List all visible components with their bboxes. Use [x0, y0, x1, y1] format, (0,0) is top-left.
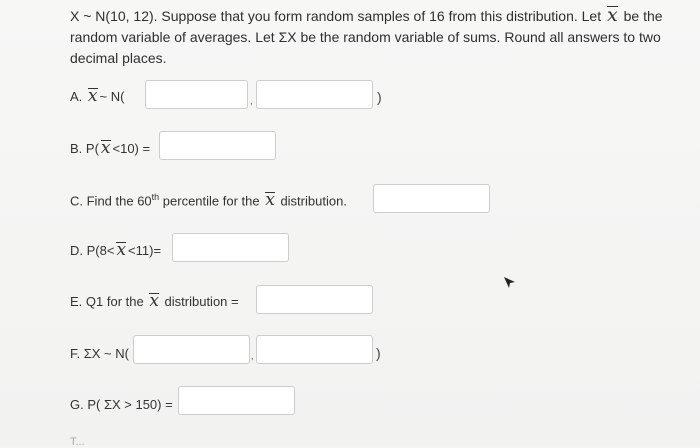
xbar-symbol: x [607, 4, 618, 26]
answer-e-input[interactable] [256, 285, 373, 314]
mouse-pointer-icon [503, 276, 517, 290]
answer-f-sd-input[interactable] [256, 335, 373, 364]
question-e-label: E. Q1 for the x distribution = [70, 291, 239, 311]
comma-separator: , [250, 96, 253, 107]
answer-b-input[interactable] [159, 131, 276, 160]
xbar-symbol: x [116, 240, 127, 260]
question-f-label: F. ΣX ~ N( [70, 346, 129, 361]
footer-text: T... [70, 436, 85, 448]
question-a-label: A. x ~ N( [70, 86, 125, 106]
answer-a-mean-input[interactable] [145, 80, 248, 109]
xbar-symbol: x [100, 138, 111, 158]
question-b-label: B. P( x <10) = [70, 138, 151, 158]
xbar-symbol: x [87, 86, 98, 106]
question-c-label: C. Find the 60th percentile for the x distribution. [70, 190, 347, 211]
xbar-symbol: x [149, 291, 159, 311]
answer-d-input[interactable] [172, 233, 289, 262]
intro-text-1: X ~ N(10, 12). Suppose that you form random samples of 16 from this distribution. Let [70, 8, 605, 24]
problem-statement [70, 6, 670, 69]
question-d-label: D. P(8< x <11)= [70, 240, 162, 260]
close-paren: ) [377, 89, 382, 105]
intro-text-2: be the random variable of averages. Let ΣX be the random variable of sums. Round all answers to two decimal places. [70, 8, 663, 66]
comma-separator: , [251, 351, 254, 362]
close-paren: ) [376, 345, 381, 361]
answer-g-input[interactable] [178, 386, 295, 415]
answer-c-input[interactable] [373, 184, 490, 213]
answer-f-mean-input[interactable] [133, 335, 250, 364]
xbar-symbol: x [265, 190, 275, 211]
question-g-label: G. P( ΣX > 150) = [70, 397, 173, 412]
answer-a-sd-input[interactable] [256, 80, 373, 109]
